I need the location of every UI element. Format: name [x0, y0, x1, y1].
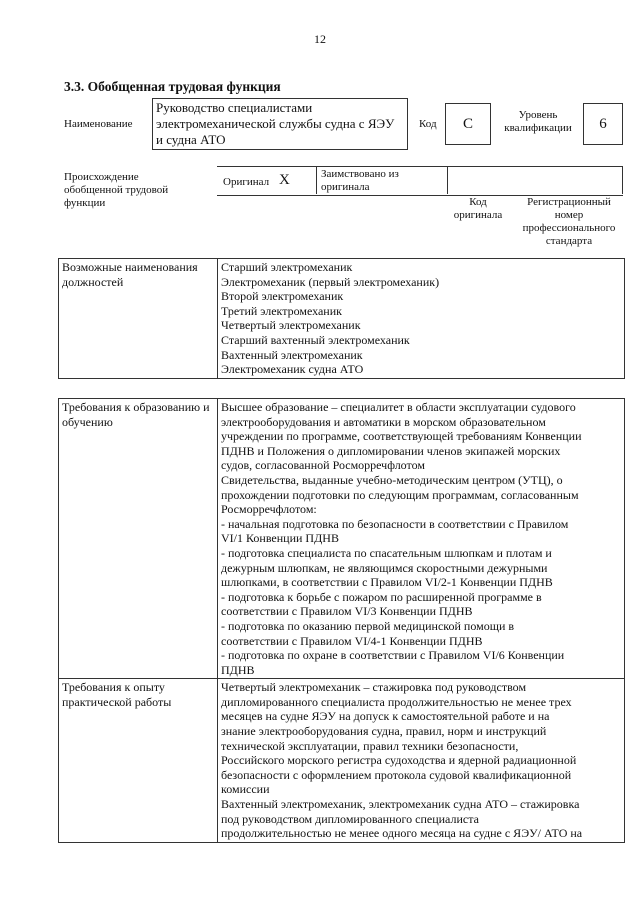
education-line: - подготовка по оказанию первой медицинской помощи в [221, 618, 515, 633]
position-item: Вахтенный электромеханик [221, 347, 363, 362]
experience-line: под руководством дипломированного специалиста [221, 811, 479, 826]
experience-line: Российского морского регистра судоходства и ядерной радиационной [221, 753, 577, 768]
borrowed-label: Заимствовано из оригинала [321, 168, 399, 193]
education-label: Требования к образованию и обучению [59, 399, 218, 679]
level-label: Уровень квалификации [504, 109, 572, 134]
name-label: Наименование [64, 118, 133, 130]
experience-line: дипломированного специалиста продолжительностью не менее трех [221, 694, 572, 709]
education-line: прохождении подготовки по следующим программам, согласованным [221, 487, 579, 502]
education-line: соответствии с Правилом VI/3 Конвенции ПДНВ [221, 604, 473, 619]
education-line: Росморречфлотом: [221, 502, 317, 517]
position-item: Электромеханик судна АТО [221, 362, 364, 377]
positions-table [58, 258, 625, 379]
education-line: учреждении по программе, соответствующей требованиям Конвенции [221, 429, 582, 444]
education-line: ПДНВ [221, 662, 255, 677]
position-item: Четвертый электромеханик [221, 318, 361, 333]
education-line: судов, согласованной Росморречфлотом [221, 458, 425, 473]
name-value: Руководство специалистами электромеханической службы судна с ЯЭУ и судна АТО [152, 98, 408, 150]
position-item: Старший вахтенный электромеханик [221, 332, 410, 347]
position-item: Электромеханик (первый электромеханик) [221, 274, 440, 289]
positions-label: Возможные наименования должностей [59, 259, 218, 379]
position-item: Второй электромеханик [221, 289, 344, 304]
origin-divider-3 [622, 166, 623, 194]
experience-line: технической эксплуатации, правил техники безопасности, [221, 738, 519, 753]
experience-line: месяцев на судне ЯЭУ на допуск к самостоятельной работе и на [221, 709, 550, 724]
education-line: дежурным шлюпкам, не являющимся скоростными дежурными [221, 560, 548, 575]
education-line: Свидетельства, выданные учебно-методическим центром (УТЦ), о [221, 472, 563, 487]
experience-line: безопасности с оформлением протокола судовой квалификационной [221, 767, 572, 782]
education-line: шлюпками, в соответствии с Правилом VI/2-1 Конвенции ПДНВ [221, 575, 553, 590]
education-line: электрооборудования и автоматики в морском образовательном [221, 414, 546, 429]
education-line: соответствии с Правилом VI/4-1 Конвенции ПДНВ [221, 633, 483, 648]
education-line: - начальная подготовка по безопасности в соответствии с Правилом [221, 516, 569, 531]
experience-line: Четвертый электромеханик – стажировка под руководством [221, 680, 527, 695]
code-original-label: Код оригинала [453, 196, 503, 221]
origin-divider-1 [316, 166, 317, 194]
position-item: Старший электромеханик [221, 260, 353, 274]
education-text [218, 399, 625, 679]
experience-line: продолжительностью не менее одного месяца на судне с ЯЭУ/ АТО на [221, 826, 583, 841]
page-number: 12 [314, 32, 326, 46]
experience-line: Вахтенный электромеханик, электромеханик судна АТО – стажировка [221, 797, 580, 812]
level-value: 6 [583, 103, 623, 145]
education-line: - подготовка специалиста по спасательным шлюпкам и плотам и [221, 545, 552, 560]
origin-label: Происхождение обобщенной трудовой функции [64, 171, 169, 209]
original-label: Оригинал [223, 176, 270, 188]
original-mark: X [279, 172, 290, 188]
requirements-table [58, 398, 625, 843]
section-title: 3.3. Обобщенная трудовая функция [64, 79, 281, 94]
experience-line: комиссии [221, 782, 270, 797]
education-line: Высшее образование – специалитет в области эксплуатации судового [221, 400, 576, 414]
origin-divider-2 [447, 166, 448, 194]
education-line: - подготовка к борьбе с пожаром по расширенной программе в [221, 589, 542, 604]
experience-label: Требования к опыту практической работы [59, 679, 218, 843]
experience-text [218, 679, 625, 843]
position-item: Третий электромеханик [221, 303, 342, 318]
education-line: VI/1 Конвенции ПДНВ [221, 531, 339, 546]
education-line: ПДНВ и Положения о дипломировании членов экипажей морских [221, 443, 561, 458]
code-value: C [445, 103, 491, 145]
experience-line: знание электрооборудования судна, правил, норм и инструкций [221, 724, 547, 739]
reg-number-label: Регистрационный номер профессионального стандарта [522, 196, 616, 247]
positions-list [218, 259, 625, 379]
code-label: Код [419, 118, 437, 130]
education-line: - подготовка по охране в соответствии с Правилом VI/6 Конвенции [221, 648, 565, 663]
